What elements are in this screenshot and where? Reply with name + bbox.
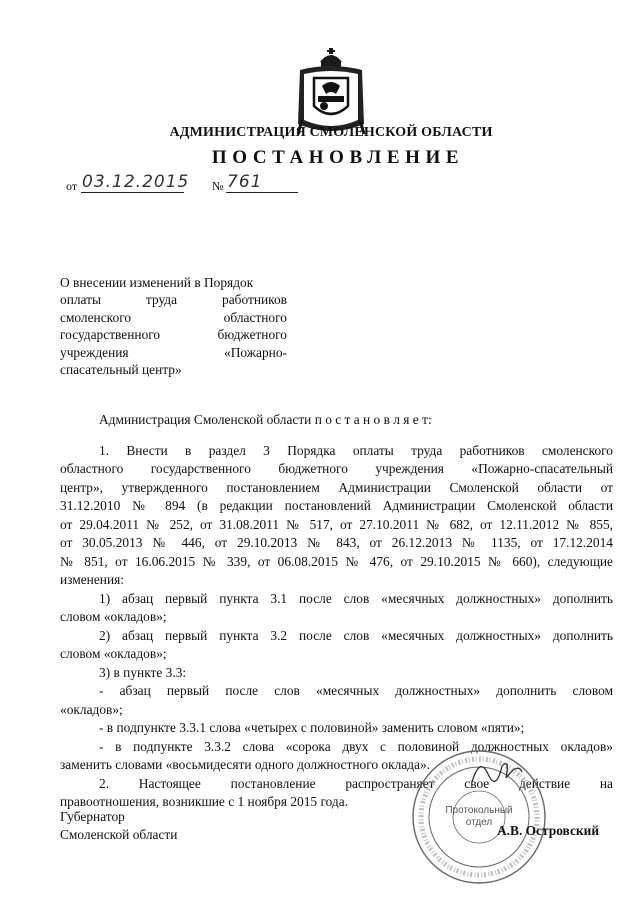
stamp-center-line2: отдел [465,817,493,828]
subitem3a-line: «окладов»; [60,701,123,717]
handwritten-signature [466,752,526,792]
item2-line: правоотношения, возникшие с 1 ноября 2015 года. [60,794,349,809]
subitem3c-line: заменить словами «восьмидесяти одного должностного оклада». [60,757,431,772]
subject-line: О внесении изменений в Порядок [60,275,254,290]
dateline [66,172,366,194]
item1-line: от 30.05.2013 № 446, от 29.10.2013 № 843, от 26.12.2013 № 1135, от 17.12.2014 [60,535,613,550]
signatory-region: Смоленской области [60,827,178,842]
spacer [60,430,613,442]
date-from-label: от [66,179,78,193]
document-date: 03.12.2015 [82,172,190,192]
coat-of-arms-emblem [294,48,368,136]
subject-line: учреждения «Пожарно- [60,344,287,360]
subitem3-header: 3) в пункте 3.3: [99,664,187,680]
organization-title: АДМИНИСТРАЦИЯ СМОЛЕНСКОЙ ОБЛАСТИ [169,125,493,140]
subitem3a-line: - абзац первый после слов «месячных должностных» дополнить словом [99,683,613,698]
item1-line: № 851, от 16.06.2015 № 339, от 06.08.2015 № 476, от 29.10.2015 № 660), следующие [60,553,613,569]
number-underline [226,192,298,193]
subject-line: спасательный центр» [60,362,182,378]
subitem1-line: словом «окладов»; [60,609,167,624]
document-number: 761 [227,172,263,192]
signatory-name: А.В. Островский [497,823,600,838]
signature-block [60,808,177,844]
subitem2-line: 2) абзац первый пункта 3.2 после слов «месячных должностных» дополнить [99,627,613,643]
item1-line: 1. Внести в раздел 3 Порядка оплаты труда работников смоленского [99,442,613,458]
subject-line: оплаты труда работников [60,292,287,308]
signatory-position: Губернатор [60,809,125,824]
resolution-intro: Администрация Смоленской области п о с т а н о в л я е т: [99,412,432,427]
date-underline [81,192,184,193]
subject-line: смоленского областного [60,309,287,325]
subitem1-line: 1) абзац первый пункта 3.1 после слов «месячных должностных» дополнить [99,590,613,606]
item1-line: 31.12.2010 № 894 (в редакции постановлений Администрации Смоленской области [60,498,613,513]
document-type: ПОСТАНОВЛЕНИЕ [211,147,465,168]
item2-line: 2. Настоящее постановление распространяет свое действие на [99,775,613,791]
subitem3b-line: - в подпункте 3.3.1 слова «четырех с половиной» заменить словом «пяти»; [99,720,525,735]
subject-line: государственного бюджетного [60,327,287,343]
number-label: № [212,179,224,193]
item1-line: изменения: [60,572,125,587]
stamp-center-line1: Протокольный [445,805,513,816]
subitem2-line: словом «окладов»; [60,646,167,661]
item1-line: от 29.04.2011 № 252, от 31.08.2011 № 517, от 27.10.2011 № 682, от 12.11.2012 № 855, [60,516,613,532]
item1-line: областного государственного бюджетного учреждения «Пожарно-спасательный [60,461,613,476]
document-subject [60,274,287,378]
item1-line: центр», утвержденного постановлением Администрации Смоленской области от [60,479,613,495]
subitem3c-line: - в подпункте 3.3.2 слова «сорока двух с половиной должностных окладов» [99,738,613,754]
